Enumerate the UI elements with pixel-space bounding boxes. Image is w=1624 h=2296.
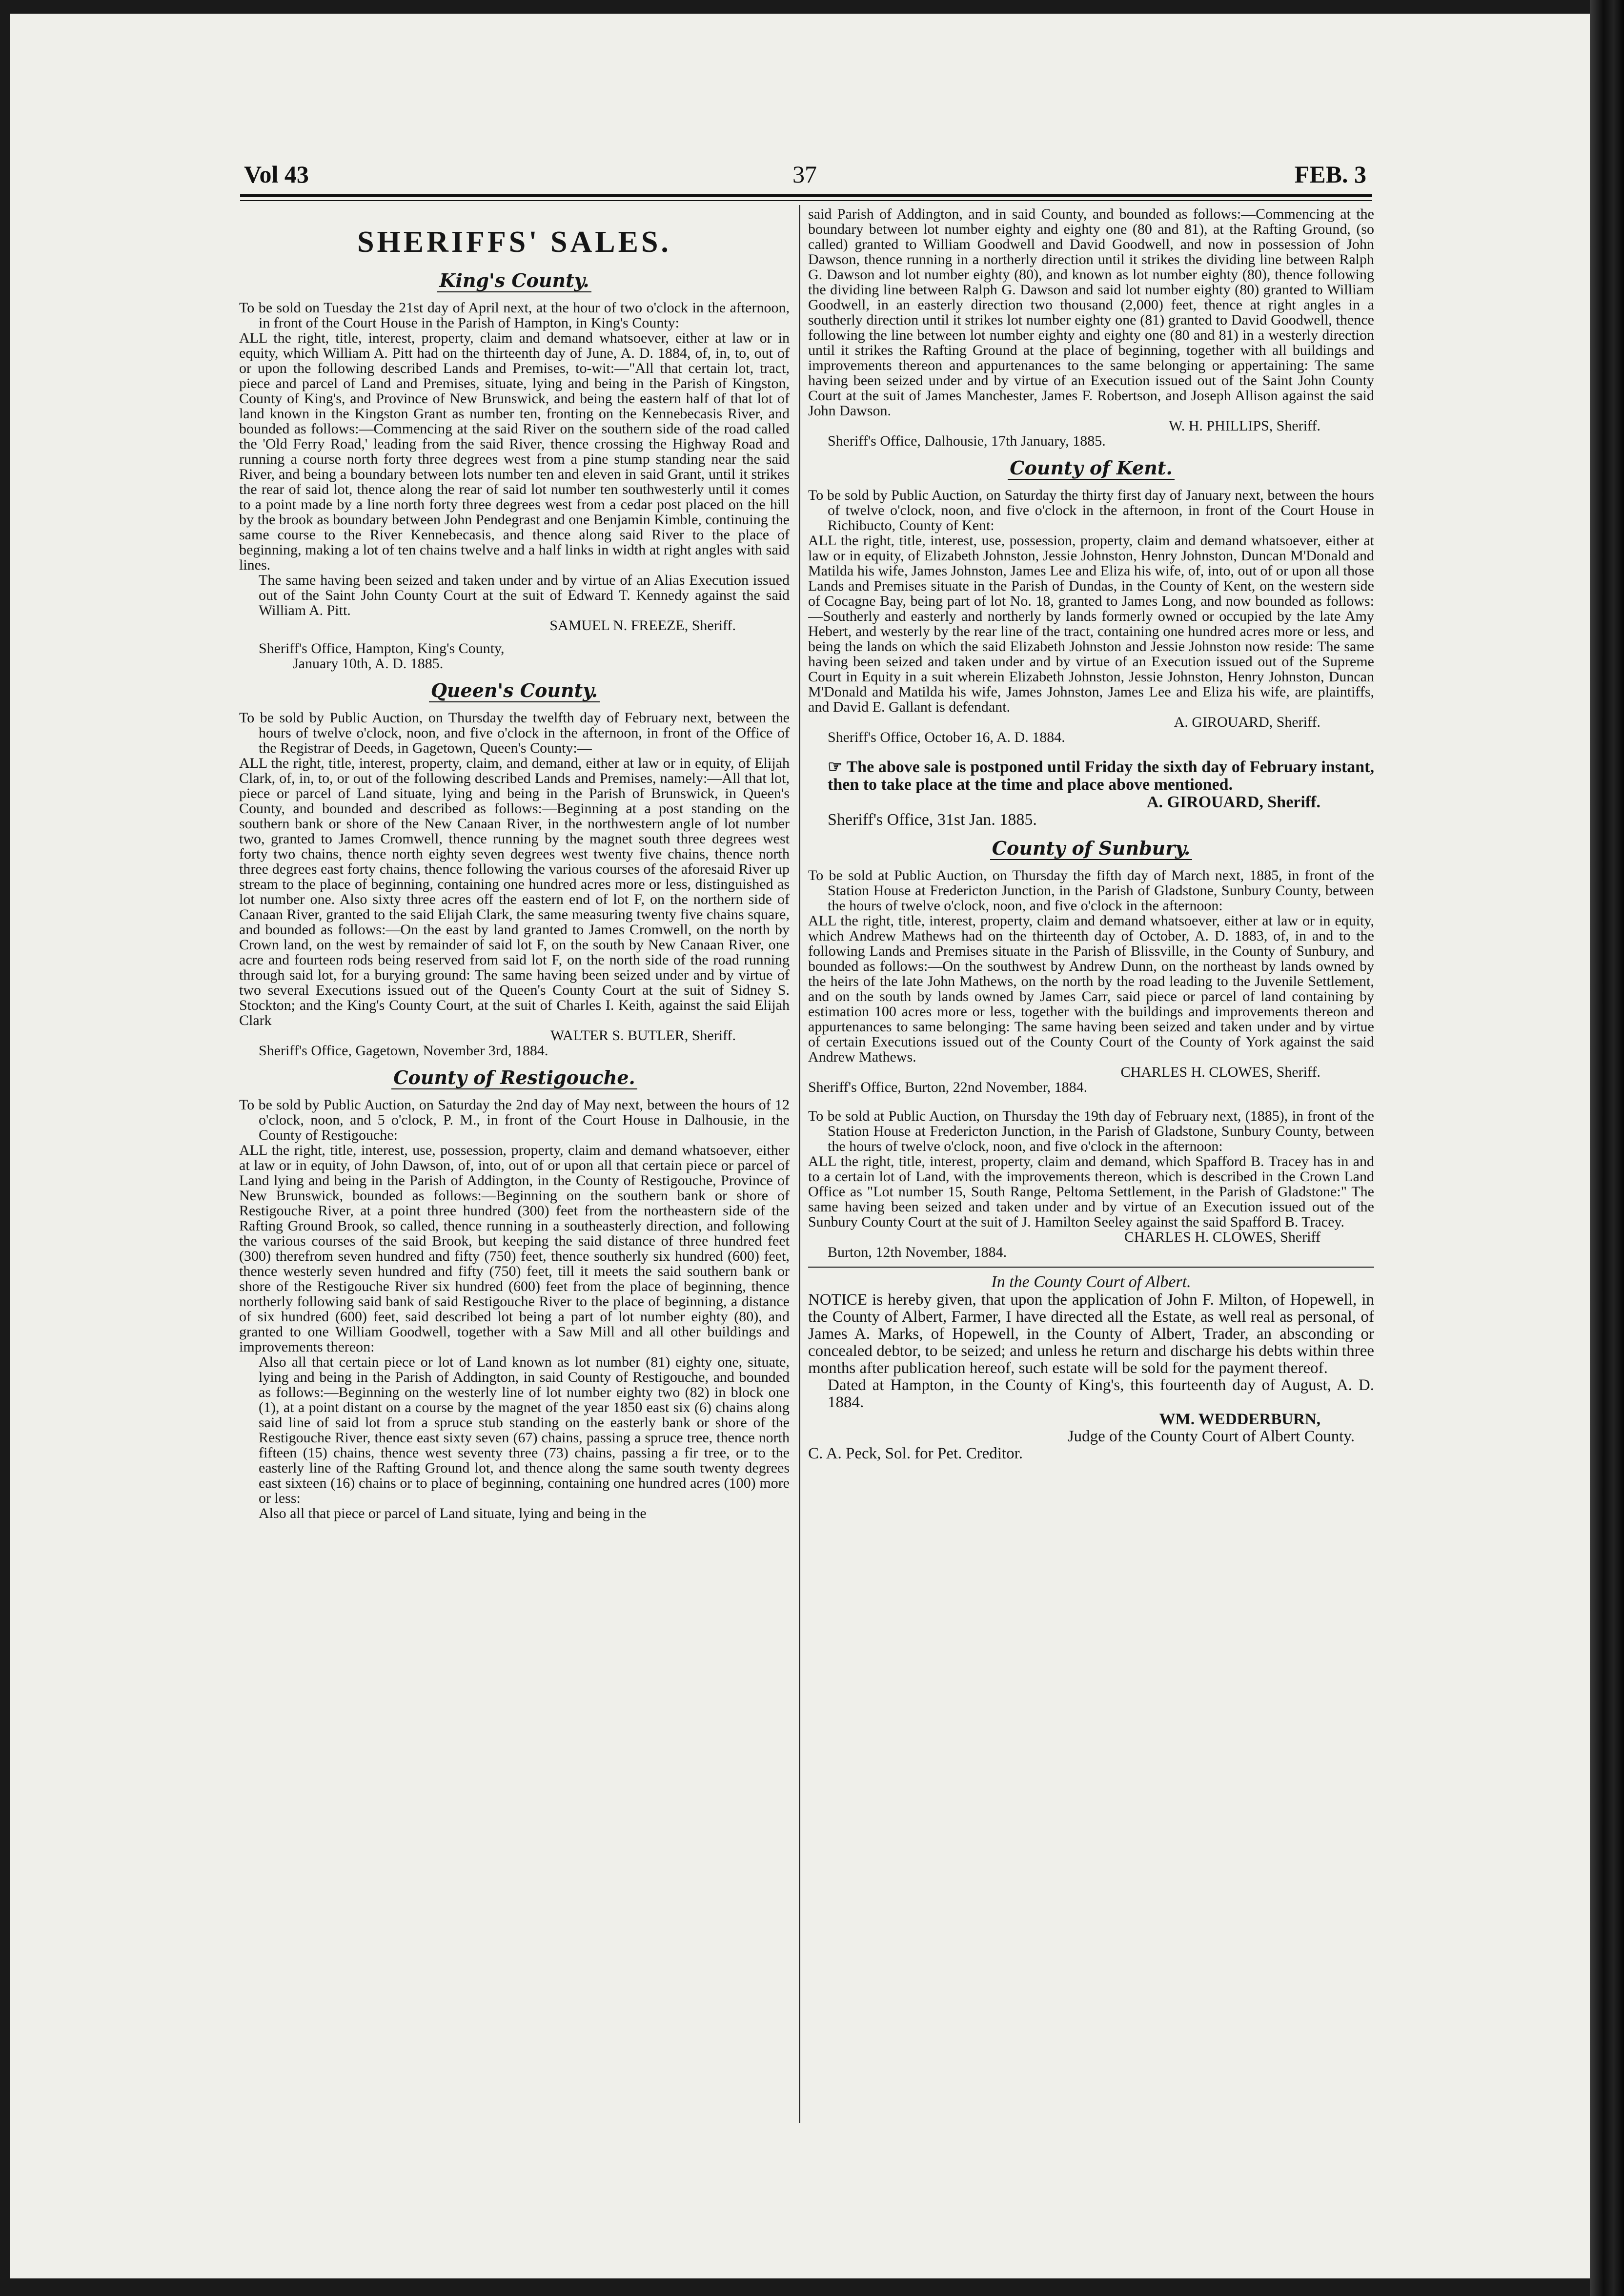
page-header <box>244 160 1366 194</box>
section-heading-kent: County of Kent. <box>1008 457 1174 480</box>
kings-signature: SAMUEL N. FREEZE, Sheriff. <box>549 617 736 634</box>
kent-postponed-notice <box>808 758 1374 794</box>
kent-intro: To be sold by Public Auction, on Saturday the thirty first day of January next, between the hours of twelve o'clock, noon, and five o'clock in the afternoon, in front of the Court House in Richibucto, County of Kent: <box>808 487 1374 533</box>
section-heading-kings: King's County. <box>437 270 591 292</box>
kent-office: Sheriff's Office, October 16, A. D. 1884. <box>828 729 1065 745</box>
page-title: SHERIFFS' SALES. <box>357 226 671 259</box>
kings-office-date: January 10th, A. D. 1885. <box>293 656 444 672</box>
albert-signature: WM. WEDDERBURN, <box>1159 1411 1320 1428</box>
albert-notice-body: NOTICE is hereby given, that upon the application of John F. Milton, of Hopewell, in the County of Albert, Farmer, I have directed all the Estate, as well real as personal, of James A. Marks, of Hopewell, in the County of Albert, Trader, an absconding or concealed debtor, to be seized; and unless he return and discharge his debts within three months after publication hereof, such estate will be sold for the payment thereof. <box>808 1291 1374 1377</box>
restigouche-also-2: Also all that piece or parcel of Land situate, lying and being in the <box>259 1505 647 1521</box>
book-edge <box>1590 0 1624 2296</box>
queens-office: Sheriff's Office, Gagetown, November 3rd, 1884. <box>259 1043 548 1059</box>
sunbury-body-1: ALL the right, title, interest, property, claim and demand whatsoever, either at law or in equity, which Andrew Mathews had on the thirteenth day of October, A. D. 1883, of, in and to the following Lands and Premises situate in the Parish of Blissville, in the County of Sunbury, and bounded as follows:—On the southwest by Andrew Dunn, on the northeast by lands owned by the heirs of the late John Mathews, on the north by the road leading to the Juvenile Settlement, and on the south by lands owned by James Carr, said piece or parcel of land containing by estimation 100 acres more or less, together with the buildings and improvements thereon and appurtenances to same belonging: The same having been seized and taken under and by virtue of certain Executions issued out of the County Court of the County of York against the said Andrew Mathews. <box>808 913 1374 1065</box>
albert-court-heading: In the County Court of Albert. <box>991 1273 1191 1291</box>
section-heading-queens: Queen's County. <box>429 680 600 702</box>
kings-body: ALL the right, title, interest, property, claim and demand whatsoever, either at law or in equity, which William A. Pitt had on the thirteenth day of June, A. D. 1884, of, in, to, out of or upon the following described Lands and Premises, to-wit:—"All that certain lot, tract, piece and parcel of Land and Premises, situate, lying and being in the Parish of Kingston, County of King's, and Province of New Brunswick, and being the eastern half of that lot of land known in the Kingston Grant as number ten, fronting on the Kennebecasis River, and bounded as follows:—Commencing at the said River on the southern side of the road called the 'Old Ferry Road,' leading from the said River, thence crossing the Highway Road and running a course north forty three degrees west from a pine stump standing near the said River, and being a boundary between lots number ten and eleven in said Grant, until it strikes the rear of said lot, thence along the rear of said lot number ten southwesterly until it comes to a point made by a line north forty three degrees west from a cedar post placed on the hill by the brook as boundary between John Pendegrast and one Benjamin Kimble, continuing the same course to the River Kennebecasis, and thence along said River to the place of beginning, making a lot of ten chains twelve and a half links in width at right angles with said lines. <box>239 330 790 573</box>
kent-postponed-signature: A. GIROUARD, Sheriff. <box>1146 793 1320 811</box>
albert-judge-title: Judge of the County Court of Albert County. <box>1067 1428 1355 1445</box>
section-heading-sunbury: County of Sunbury. <box>990 838 1193 860</box>
section-separator <box>808 1267 1374 1268</box>
restigouche-signature: W. H. PHILLIPS, Sheriff. <box>1169 418 1320 434</box>
right-column <box>808 206 1374 2125</box>
queens-body: ALL the right, title, interest, property, claim, and demand, either at law or in equity, of Elijah Clark, of, in, to, or out of the following described Lands and Premises, namely:—All that lot, piece or parcel of Land situate, lying and being in the Parish of Brunswick, in Queen's County, and bounded and described as follows:—Beginning at a post standing on the southern bank or shore of the New Canaan River, in the northwestern angle of lot number two, granted to James Cromwell, thence running by the magnet south three degrees west forty two chains, thence north eighty seven degrees west twenty five chains, thence north three degrees east forty chains, thence following the various courses of the aforesaid River up stream to the place of beginning, containing one hundred acres more or less, distinguished as lot number one. Also sixty three acres off the eastern end of lot F, on the northern side of Canaan River, granted to the said Elijah Clark, the same measuring twenty five chains square, and bounded as follows:—On the east by land granted to James Cromwell, on the north by Crown land, on the west by remainder of said lot F, on the south by New Canaan River, one acre and fourteen rods being reserved from said lot F, on the north side of the road running through said lot, for a burying ground: The same having been seized under and by virtue of two several Executions issued out of the Queen's County Court at the suit of Sidney S. Stockton; and the King's County Court, at the suit of Charles I. Keith, against the said Elijah Clark <box>239 755 790 1028</box>
kent-body: ALL the right, title, interest, use, possession, property, claim and demand whatsoever, either at law or in equity, of Elizabeth Johnston, Jessie Johnston, Henry Johnston, Duncan M'Donald and Matilda his wife, James Johnston, James Lee and Eliza his wife, of, into, out of or upon all those Lands and Premises situate in the Parish of Dundas, in the County of Kent, on the western side of Cocagne Bay, being part of lot No. 18, granted to James Long, and now bounded as follows:—Southerly and easterly and northerly by lands formerly owned or occupied by the late Amy Hebert, and westerly by the rear line of the tract, containing one hundred acres more or less, and being the lands on which the said Elizabeth Johnston and Jessie Johnston now reside: The same having been seized and taken under and by virtue of an Execution issued out of the Supreme Court in Equity in a suit wherein Elizabeth Johnston, Jessie Johnston, Henry Johnston, Duncan M'Donald and Matilda his wife, James Johnston, James Lee and Eliza his wife, are plaintiffs, and David E. Gallant is defendant. <box>808 533 1374 715</box>
restigouche-continued: said Parish of Addington, and in said County, and bounded as follows:—Commencing at the boundary between lot number eighty and eighty one (80 and 81), at the Rafting Ground, (so called) granted to William Goodwell and David Goodwell, and now in possession of John Dawson, thence running in a northerly direction until it strikes the dividing line between Ralph G. Dawson and lot number eighty (80), and known as lot number eighty (80), thence following the dividing line between Ralph G. Dawson and said lot number eighty (80) granted to William Goodwell, in an easterly direction two thousand (2,000) feet, thence at right angles in a southerly direction until it strikes lot number eighty one (81) granted to David Goodwell, thence following the line between lot number eighty and eighty one (80 and 81) in a westerly direction until it strikes the Rafting Ground at the place of beginning, together with all buildings and improvements thereon and appurtenances to the same belonging or appertaining: The same having been seized under and by virtue of an Execution issued out of the Saint John County Court at the suit of James Manchester, James F. Robertson, and Joseph Allison against the said John Dawson. <box>808 206 1374 419</box>
left-column <box>239 206 790 2125</box>
sunbury-signature-2: CHARLES H. CLOWES, Sheriff <box>1124 1229 1320 1245</box>
header-rule-thin <box>240 200 1372 201</box>
queens-signature: WALTER S. BUTLER, Sheriff. <box>550 1027 736 1044</box>
page-number: 37 <box>792 161 817 188</box>
kent-postponed-text: The above sale is postponed until Friday the sixth day of February instant, then to take place at the time and place above mentioned. <box>828 758 1374 794</box>
sunbury-signature-1: CHARLES H. CLOWES, Sheriff. <box>1120 1064 1320 1080</box>
queens-intro: To be sold by Public Auction, on Thursday the twelfth day of February next, between the hours of twelve o'clock, noon, and five o'clock in the afternoon, in front of the Office of the Registrar of Deeds, in Gagetown, Queen's County:— <box>239 710 790 756</box>
restigouche-body: ALL the right, title, interest, use, possession, property, claim and demand whatsoever, either at law or in equity, of John Dawson, of, into, out of or upon all that certain piece or parcel of Land lying and being in the Parish of Addington, in the County of Restigouche, Province of New Brunswick, bounded as follows:—Beginning on the southern bank or shore of Restigouche River, at a point three hundred (300) feet from the northeastern side of the Rafting Ground Brook, so called, thence running in a southeasterly direction, and following the various courses of the said Brook, but keeping the said distance of three hundred feet (300) therefrom seven hundred and fifty (750) feet, thence southerly six hundred (600) feet, thence westerly seven hundred and fifty (750) feet, till it meets the said southern bank or shore of the Restigouche River six hundred (600) feet from the place of beginning, thence northerly following said bank of said Restigouche River to the place of beginning, a distance of six hundred (600) feet, said described lot being a part of lot number eighty (80), and granted to one William Goodwell, together with a Saw Mill and all other buildings and improvements thereon: <box>239 1142 790 1355</box>
header-rule <box>240 194 1372 197</box>
sunbury-office-1: Sheriff's Office, Burton, 22nd November, 1884. <box>808 1079 1088 1095</box>
pointing-hand-icon: ☞ <box>828 758 843 776</box>
sunbury-body-2: ALL the right, title, interest, property, claim and demand, which Spafford B. Tracey has in and to a certain lot of Land, with the improvements thereon, which is described in the Crown Land Office as "Lot number 15, South Range, Peltoma Settlement, in the Parish of Gladstone:" The same having been seized and taken under and by virtue of an Execution issued out of the Sunbury County Court at the suit of J. Hamilton Seeley against the said Spafford B. Tracey. <box>808 1153 1374 1230</box>
newspaper-page <box>10 14 1590 2278</box>
sunbury-intro-2: To be sold at Public Auction, on Thursday the 19th day of February next, (1885), in front of the Station House at Fredericton Junction, in the Parish of Gladstone, Sunbury County, between the hours of twelve o'clock, noon, and five o'clock in the afternoon: <box>808 1108 1374 1154</box>
issue-date: FEB. 3 <box>1294 161 1366 188</box>
kent-signature: A. GIROUARD, Sheriff. <box>1174 714 1320 730</box>
column-divider <box>799 205 800 2123</box>
kings-seized: The same having been seized and taken under and by virtue of an Alias Execution issued out of the Saint John County Court at the suit of Edward T. Kennedy against the said William A. Pitt. <box>259 572 790 618</box>
restigouche-also-1: Also all that certain piece or lot of Land known as lot number (81) eighty one, situate, lying and being in the Parish of Addington, in said County of Restigouche, and bounded as follows:—Beginning on the westerly line of lot number eighty two (82) in block one (1), at a point distant on a course by the magnet of the year 1850 east six (6) chains along said line of said lot from a spruce stub standing on the easterly bank or shore of the Restigouche River, thence east sixty seven (67) chains, passing a spruce tree, thence north fifteen (15) chains, thence west seventy three (73) chains, passing a fir tree, or to the easterly line of the Rafting Ground lot, and thence along the same south twenty degrees east sixteen (16) chains or to place of beginning, containing one hundred acres (100) more or less: <box>259 1354 790 1506</box>
sunbury-office-2: Burton, 12th November, 1884. <box>828 1244 1007 1260</box>
albert-solicitor: C. A. Peck, Sol. for Pet. Creditor. <box>808 1445 1023 1462</box>
sunbury-intro-1: To be sold at Public Auction, on Thursday the fifth day of March next, 1885, in front of the Station House at Fredericton Junction, in the Parish of Gladstone, Sunbury County, between the hours of twelve o'clock, noon, and five o'clock in the afternoon: <box>808 867 1374 914</box>
kings-intro: To be sold on Tuesday the 21st day of April next, at the hour of two o'clock in the afternoon, in front of the Court House in the Parish of Hampton, in King's County: <box>239 300 790 331</box>
kings-office: Sheriff's Office, Hampton, King's County, <box>259 640 505 656</box>
restigouche-intro: To be sold by Public Auction, on Saturday the 2nd day of May next, between the hours of 12 o'clock, noon, and 5 o'clock, P. M., in front of the Court House in Dalhousie, in the County of Restigouche: <box>239 1097 790 1143</box>
albert-dated: Dated at Hampton, in the County of King's, this fourteenth day of August, A. D. 1884. <box>828 1376 1374 1411</box>
section-heading-restigouche: County of Restigouche. <box>391 1067 637 1089</box>
volume-label: Vol 43 <box>244 161 309 188</box>
kent-postponed-office: Sheriff's Office, 31st Jan. 1885. <box>828 811 1037 829</box>
restigouche-office: Sheriff's Office, Dalhousie, 17th January, 1885. <box>828 433 1106 449</box>
